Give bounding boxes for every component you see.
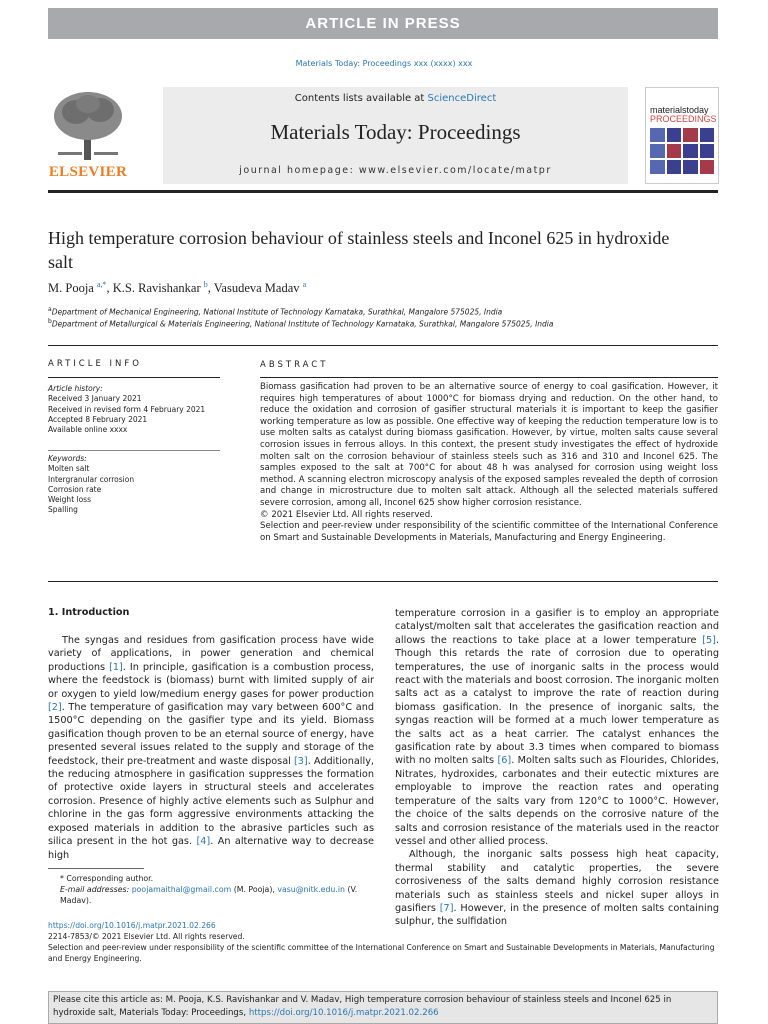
keywords-rule: [48, 450, 220, 451]
history-item: Received in revised form 4 February 2021: [48, 404, 206, 414]
keyword: Molten salt: [48, 464, 90, 474]
selection-note: Selection and peer-review under responsibility of the scientific committee of the International Conference on Smart and Sustainable Developments in Materials, Manufacturing and Energy Engineering.: [48, 943, 715, 963]
email-owner: (M. Pooja),: [233, 885, 275, 894]
issn-copyright: 2214-7853/© 2021 Elsevier Ltd. All rights reserved.: [48, 932, 245, 941]
citation-ref[interactable]: [2]: [48, 702, 62, 714]
citation-ref[interactable]: [7]: [439, 902, 454, 914]
cite-text: Please cite this article as: M. Pooja, K.S. Ravishankar and V. Madav, High temperature corrosion behaviour of stainless steels and Inconel 625 in hydroxide salt, Materials Today: Proceedings,: [53, 995, 672, 1018]
text-run: The syngas and residues from gasification process have wide variety of applications, in power generation and chemical productions: [48, 635, 374, 673]
author-affiliation-mark[interactable]: a: [302, 280, 307, 289]
text-run: . The temperature of gasification may vary between 600°C and 1500°C depending on the gasifier type and its yield. Biomass gasification though proven to be an eternal source of energy, have presented several issues related to the supply and storage of the feedstock, their pre-treatment and waste disposal: [48, 702, 374, 767]
email-label: E-mail addresses:: [60, 885, 130, 894]
journal-homepage[interactable]: journal homepage: www.elsevier.com/locate/matpr: [239, 165, 552, 176]
citation-ref[interactable]: [1]: [109, 661, 123, 673]
text-run: temperature corrosion in a gasifier is to employ an appropriate catalyst/molten salt that accelerates the gasification reaction and allows the reactions to take place at a lower temperature: [395, 608, 719, 646]
author-name: M. Pooja: [48, 281, 94, 296]
affiliation-text: Department of Mechanical Engineering, National Institute of Technology Karnataka, Surathkal, Mangalore 575025, India: [51, 307, 503, 317]
author-name: Vasudeva Madav: [213, 281, 300, 296]
intro-paragraph: [395, 848, 719, 928]
abstract-selection: Selection and peer-review under responsibility of the scientific committee of the International Conference on Smart and Sustainable Developments in Materials, Manufacturing and Energy Engineering.: [260, 521, 718, 543]
journal-title[interactable]: Materials Today: Proceedings: [270, 120, 521, 144]
contents-prefix: Contents lists available at: [294, 93, 428, 104]
doi-link[interactable]: https://doi.org/10.1016/j.matpr.2021.02.266: [48, 921, 216, 930]
abstract-body: [260, 382, 718, 544]
cite-this-article-box: [48, 991, 718, 1024]
divider: [48, 581, 718, 582]
author-affiliation-mark[interactable]: b: [203, 280, 208, 289]
keyword: Intergranular corrosion: [48, 474, 135, 484]
elsevier-tree-logo: [48, 90, 128, 162]
footnote: [48, 873, 374, 906]
info-rule: [48, 377, 220, 378]
text-run: . However, in the presence of molten salts containing sulphur, the sulfidation: [395, 902, 719, 928]
intro-paragraph: [395, 607, 719, 848]
header-rule: [48, 190, 718, 193]
affiliation-label: b: [48, 318, 52, 325]
right-column: [395, 607, 719, 929]
keywords-label: Keywords:: [48, 454, 87, 463]
article-in-press-banner: ARTICLE IN PRESS: [48, 8, 718, 39]
text-run: . Additionally, the reducing atmosphere in gasification suppresses the formation of protective oxide layers in structural steels and accelerates corrosion. Presence of highly active elements such as Sulphur and chlorine in the gas form aggressive environments attacking the exposed materials in addition to the abrasive particles such as silica present in the hot gas.: [48, 755, 375, 848]
text-run: . In principle, gasification is a combustion process, where the feedstock is (biomass) burnt with limited supply of air or oxygen to yield low/medium energy gases for power production: [48, 661, 374, 700]
history-item: Accepted 8 February 2021: [48, 414, 148, 424]
history-item: Received 3 January 2021: [48, 394, 142, 404]
author-affiliation-mark[interactable]: a,*: [96, 280, 107, 289]
abstract-copyright: © 2021 Elsevier Ltd. All rights reserved.: [260, 509, 433, 520]
history-item: Available online xxxx: [48, 425, 128, 435]
history-label: Article history:: [48, 384, 103, 393]
email-owner: (V. Madav).: [60, 885, 358, 905]
footnote-rule: [48, 868, 144, 869]
affiliation-b: [48, 318, 688, 329]
abstract-heading: ABSTRACT: [260, 360, 329, 370]
author-list: M. Pooja $^{a,*}$, K.S. Ravishankar $^b$, Vasudeva Madav $^a$: [48, 280, 307, 296]
text-run: . Though this retards the rate of corrosion due to operating temperatures, the use of inorganic salts in the process would react with the materials and boost corrosion. The inorganic molten salts act as a catalyst to improve the rate of reaction during biomass gasification. In the presence of inorganic salts, the syngas reaction will be formed at a much lower temperature as the salts act as a heat carrier. The catalyst enhances the gasification rate by about 3.3 times when compared to biomass with no molten salts: [395, 634, 719, 767]
intro-paragraph: [48, 634, 374, 862]
email-line: [48, 884, 374, 906]
text-run: . An alternative way to decrease high: [48, 836, 374, 861]
cover-graphic: [650, 128, 714, 174]
journal-cover-image: [645, 87, 719, 184]
article-history: [48, 384, 223, 435]
keyword: Corrosion rate: [48, 484, 102, 494]
left-column: [48, 634, 374, 862]
keyword: Spalling: [48, 505, 78, 515]
cite-doi-link[interactable]: https://doi.org/10.1016/j.matpr.2021.02.266: [248, 1007, 439, 1018]
citation-ref[interactable]: [5]: [702, 634, 716, 646]
cover-title-b: PROCEEDINGS: [650, 114, 717, 124]
elsevier-wordmark: ELSEVIER: [48, 164, 128, 180]
article-info-heading: ARTICLE INFO: [48, 359, 142, 369]
affiliation-text: Department of Metallurgical & Materials Engineering, National Institute of Technology Karnataka, Surathkal, Mangalore 575025, India: [51, 319, 554, 329]
cover-title: [650, 106, 717, 124]
keyword: Weight loss: [48, 495, 92, 505]
divider: [48, 345, 718, 346]
text-run: Although, the inorganic salts possess high heat capacity, thermal stability and catalytic properties, the severe corrosiveness of the salts demand highly corrosion resistance materials such as stainless steels and nickel super alloys in gasifiers: [395, 849, 719, 914]
citation-ref[interactable]: [3]: [293, 755, 308, 767]
sciencedirect-link[interactable]: ScienceDirect: [427, 93, 497, 104]
text-run: . Molten salts such as Flourides, Chlorides, Nitrates, hydroxides, carbonates and their eutectic mixtures are employable to improve the reaction rates and operating temperature of the salts vary from 120°C to 1000°C. However, the choice of the salts depends on the corrosive nature of the salts and corrosion resistance of the materials used in the reactor vessel and other allied process.: [395, 755, 719, 847]
section-heading: 1. Introduction: [48, 607, 130, 618]
article-title: High temperature corrosion behaviour of stainless steels and Inconel 625 in hydroxide salt: [48, 228, 670, 272]
contents-available: [163, 93, 628, 104]
corresponding-author: * Corresponding author.: [60, 874, 154, 883]
journal-citation-line[interactable]: Materials Today: Proceedings xxx (xxxx) xxx: [295, 59, 473, 68]
keywords: [48, 454, 223, 516]
affiliation-label: a: [48, 306, 52, 313]
cover-title-a: materialstoday: [650, 105, 709, 115]
abstract-rule: [260, 377, 718, 378]
citation-ref[interactable]: [6]: [497, 755, 512, 767]
affiliation-a: [48, 306, 688, 317]
abstract-text: Biomass gasification had proven to be an alternative source of energy to coal gasification. However, it requires high temperatures of about 1000°C for biomass drying and reduction. On the other hand, to reduce the oxidation and corrosion of gasifier structural materials it is important to keep the gasifier working temperature as low as possible. One effective way of keeping the reduction temperature low is to use molten salts as catalyst during biomass gasification. However, by virtue, molten salts cause several corrosion issues in ferrous alloys. In this context, the present study investigates the effect of hydroxide molten salt on the corrosion behaviour of stainless steels such as 316 and 310 and Inconel 625. The samples exposed to the salt at 700°C for about 48 h was analysed for corrosion using weight loss method. A scanning electron microscopy analysis of the exposed samples revealed the depth of corrosion and change in microstructure due to molten salt attack. Although all the selected materials suffered severe corrosion, among all, Inconel 625 show higher corrosion resistance.: [260, 382, 718, 508]
citation-ref[interactable]: [4]: [196, 836, 211, 848]
email-link[interactable]: vasu@nitk.edu.in: [277, 885, 345, 894]
bottom-info: [48, 920, 718, 964]
email-link[interactable]: poojamaithal@gmail.com: [131, 885, 232, 894]
author-name: K.S. Ravishankar: [112, 281, 201, 296]
